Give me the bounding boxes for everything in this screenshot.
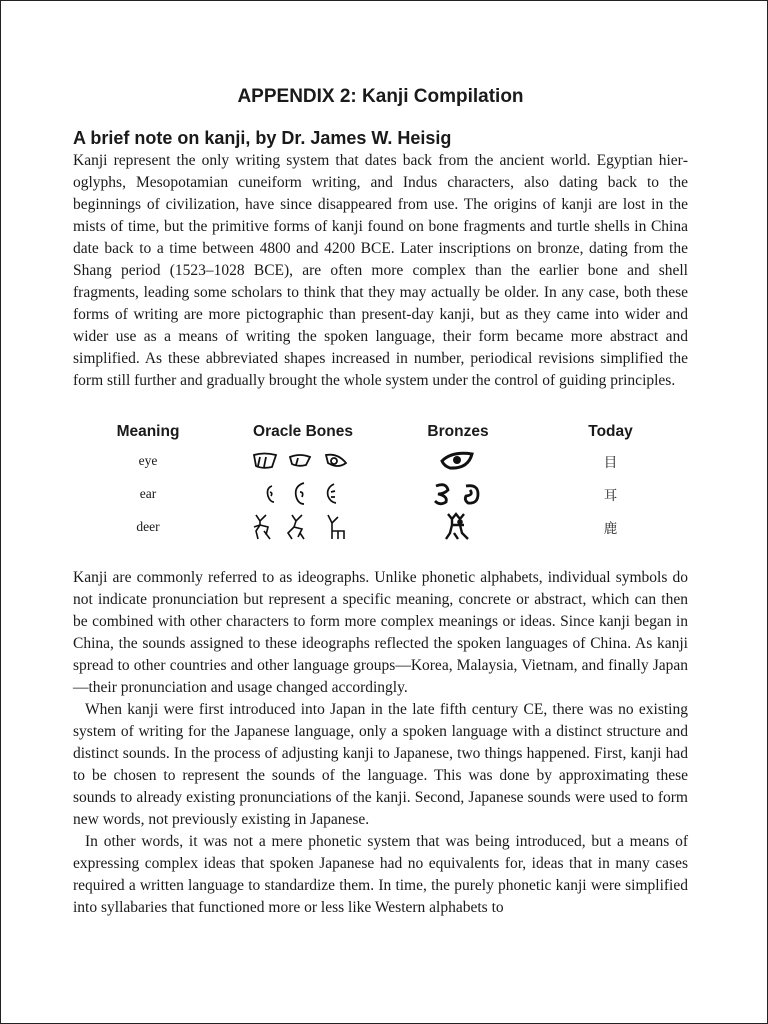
header-bronzes: Bronzes xyxy=(427,423,489,440)
appendix-title: APPENDIX 2: Kanji Compilation xyxy=(237,86,524,107)
table-row xyxy=(73,444,688,477)
table-row xyxy=(73,510,688,543)
bronze-eye-glyph xyxy=(383,444,533,477)
paragraph-1: Kanji represent the only writing system that dates back from the ancient world. Egyptian hieroglyphs, Mesopotamian cuneiform writing, and Indus characters, also dating back to the beginnings of civilization, have since disappeared from use. The origins of kanji are lost in the mists of time, but the primitive forms of kanji found on bone fragments and turtle shells in China date back to a time between 4800 and 4200 BCE. Later inscriptions on bronze, dating from the Shang period (1523–1028 BCE), are often more complex than the earlier bone and shell fragments, leading some scholars to think that they may actually be older. In any case, both these forms of writing are more pictographic than present-day kanji, but as they came into wider and wider use as a means of writing the spoken language, their form became more abstract and simplified. As these abbreviated shapes increased in number, periodical revisions simplified the form still further and gradually brought the whole system under the control of guiding principles. xyxy=(73,152,688,389)
header-meaning: Meaning xyxy=(116,423,180,440)
page-content xyxy=(73,82,688,919)
today-kanji-cell: 耳 xyxy=(603,487,618,504)
paragraph-3: When kanji were first introduced into Japan in the late fifth century CE, there was no existing system of writing for the Japanese language, only a spoken language with a distinct structure and distinct sounds. In the process of adjusting kanji to Japanese, two things happened. First, kanji had to be chosen to represent the sounds of the language. This was done by approximating these sounds to already existing pronunciations of the kanji. Second, Japanese sounds were used to form new words, not previously existing in Japanese. xyxy=(73,701,688,828)
meaning-cell: eye xyxy=(138,452,158,468)
oracle-ear-glyphs xyxy=(223,477,383,510)
oracle-ear-icon xyxy=(258,480,348,508)
oracle-deer-glyphs xyxy=(223,510,383,543)
header-today: Today xyxy=(588,423,633,440)
bronze-deer-icon xyxy=(440,511,476,543)
bronze-ear-icon xyxy=(430,480,486,508)
table-row xyxy=(73,477,688,510)
meaning-cell: ear xyxy=(139,485,157,501)
section-title: A brief note on kanji, by Dr. James W. Heisig xyxy=(73,128,452,148)
header-oracle-bones: Oracle Bones xyxy=(253,423,353,440)
today-kanji-cell: 目 xyxy=(603,454,618,471)
oracle-deer-icon xyxy=(248,511,358,543)
bronze-deer-glyph xyxy=(383,510,533,543)
bronze-ear-glyphs xyxy=(383,477,533,510)
today-kanji-cell: 鹿 xyxy=(603,520,618,537)
meaning-cell: deer xyxy=(136,518,160,534)
paragraph-4: In other words, it was not a mere phonetic system that was being introduced, but a means of expressing complex ideas that spoken Japanese had no equivalents for, ideas that in many cases required a written language to standardize them. In time, the purely phonetic kanji were simplified into syllabaries that functioned more or less like Western alphabets to xyxy=(73,833,688,916)
table-header-row xyxy=(73,420,688,444)
bronze-eye-icon xyxy=(438,449,478,473)
oracle-eye-glyphs xyxy=(223,444,383,477)
paragraph-2: Kanji are commonly referred to as ideographs. Unlike phonetic alphabets, individual symbols do not indicate pronunciation but represent a specific meaning, concrete or abstract, which can then be combined with other characters to form more complex meanings or ideas. Since kanji began in China, the sounds assigned to these ideographs reflected the spoken languages of China. As kanji spread to other countries and other language groups—Korea, Malaysia, Vietnam, and finally Japan—their pronunciation and usage changed accordingly. xyxy=(73,569,688,696)
kanji-evolution-table xyxy=(73,420,688,543)
oracle-eye-icon xyxy=(248,449,358,473)
